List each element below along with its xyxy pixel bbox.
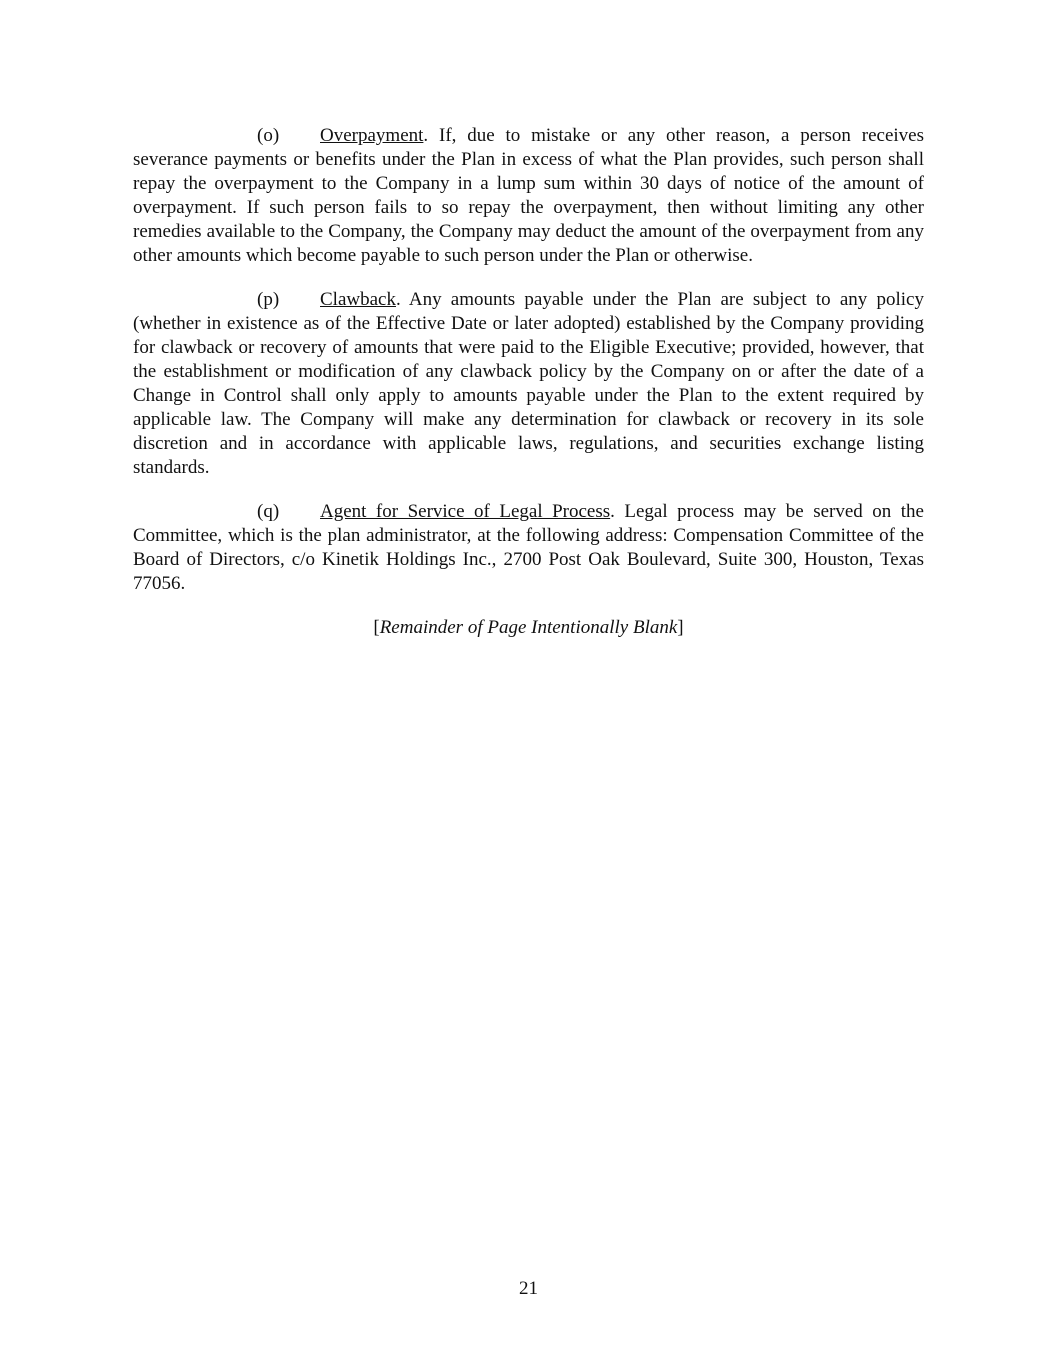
page-number: 21 [519, 1278, 538, 1299]
section-q-heading: Agent for Service of Legal Process [320, 501, 611, 522]
section-p-paragraph [133, 288, 924, 480]
remainder-text: Remainder of Page Intentionally Blank [379, 617, 678, 638]
remainder-open-bracket: [ [373, 617, 380, 638]
remainder-notice [133, 616, 924, 640]
section-p-marker: (p) [257, 289, 280, 310]
section-o-paragraph [133, 124, 924, 268]
section-o-heading: Overpayment [320, 125, 424, 146]
section-q-marker: (q) [257, 501, 280, 522]
section-o-marker: (o) [257, 125, 280, 146]
document-body [133, 124, 924, 640]
section-o-body: . If, due to mistake or any other reason, a person receives severance payments or benefits under the Plan in excess of what the Plan provides, such person shall repay the overpayment to the Company in a lump sum within 30 days of notice of the amount of overpayment. If such person fails to so repay the overpayment, then without limiting any other remedies available to the Company, the Company may deduct the amount of the overpayment from any other amounts which become payable to such person under the Plan or otherwise. [133, 125, 924, 266]
section-q-paragraph [133, 500, 924, 596]
section-p-body: . Any amounts payable under the Plan are subject to any policy (whether in existence as of the Effective Date or later adopted) established by the Company providing for clawback or recovery of amounts that were paid to the Eligible Executive; provided, however, that the establishment or modification of any clawback policy by the Company on or after the date of a Change in Control shall only apply to amounts payable under the Plan to the extent required by applicable law. The Company will make any determination for clawback or recovery in its sole discretion and in accordance with applicable laws, regulations, and securities exchange listing standards. [133, 289, 924, 478]
section-q-body: . Legal process may be served on the Committee, which is the plan administrator, at the following address: Compensation Committee of the Board of Directors, c/o Kinetik Holdings Inc., 2700 Post Oak Boulevard, Suite 300, Houston, Texas 77056. [133, 501, 924, 594]
remainder-close-bracket: ] [677, 617, 684, 638]
section-p-heading: Clawback [320, 289, 396, 310]
